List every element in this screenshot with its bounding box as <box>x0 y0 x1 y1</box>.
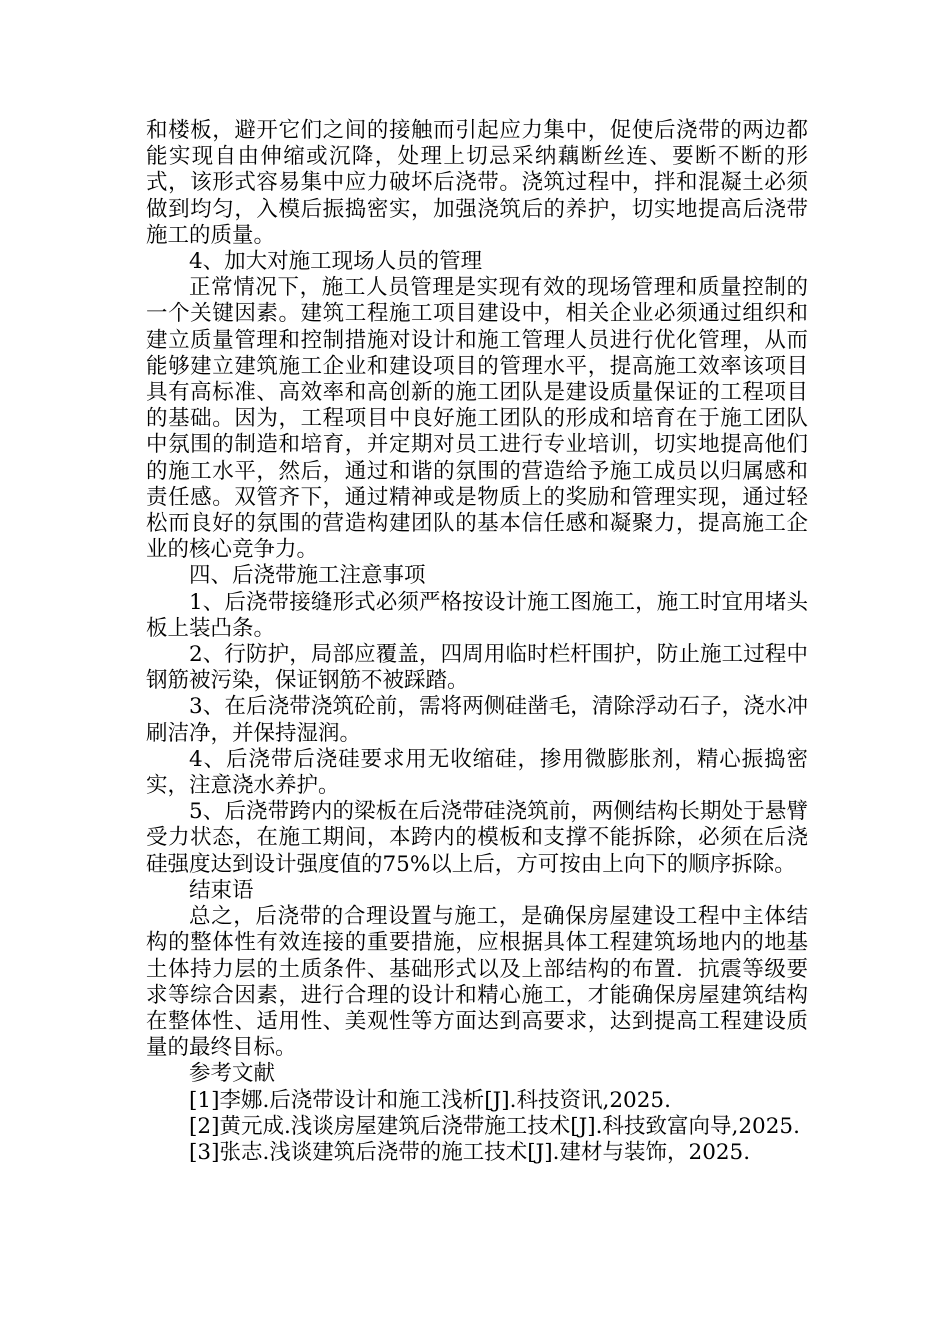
reference-item: [3]张志.浅谈建筑后浇带的施工技术[J].建材与装饰，2025. <box>189 1139 751 1165</box>
body-paragraph: 和楼板，避开它们之间的接触而引起应力集中，促使后浇带的两边都能实现自由伸缩或沉降，处理上切忌采纳藕断丝连、要断不断的形式，该形式容易集中应力破坏后浇带。浇筑过程中，拌和混凝土必须做到均匀，入模后振捣密实，加强浇筑后的养护，切实地提高后浇带施工的质量。 <box>146 118 808 248</box>
section-heading: 4、加大对施工现场人员的管理 <box>189 249 483 275</box>
reference-item: [2]黄元成.浅谈房屋建筑后浇带施工技术[J].科技致富向导,2025. <box>189 1113 800 1139</box>
section-heading: 参考文献 <box>189 1061 276 1087</box>
body-paragraph: 2、行防护，局部应覆盖，四周用临时栏杆围护，防止施工过程中钢筋被污染，保证钢筋不被踩踏。 <box>146 642 808 694</box>
document-page <box>146 118 808 1166</box>
body-paragraph: 4、后浇带后浇硅要求用无收缩硅，掺用微膨胀剂，精心振捣密实，注意浇水养护。 <box>146 746 808 799</box>
body-paragraph: 总之，后浇带的合理设置与施工，是确保房屋建设工程中主体结构的整体性有效连接的重要措施，应根据具体工程建筑场地内的地基土体持力层的土质条件、基础形式以及上部结构的布置．抗震等级要求等综合因素，进行合理的设计和精心施工，才能确保房屋建筑结构在整体性、适用性、美观性等方面达到高要求，达到提高工程建设质量的最终目标。 <box>146 904 808 1061</box>
section-heading: 结束语 <box>189 877 254 903</box>
body-paragraph: 1、后浇带接缝形式必须严格按设计施工图施工，施工时宜用堵头板上装凸条。 <box>146 589 808 641</box>
body-paragraph: 5、后浇带跨内的梁板在后浇带硅浇筑前，两侧结构长期处于悬臂受力状态，在施工期间，本跨内的模板和支撑不能拆除，必须在后浇硅强度达到设计强度值的75%以上后，方可按由上向下的顺序拆除。 <box>146 799 808 877</box>
section-heading: 四、后浇带施工注意事项 <box>189 563 426 589</box>
reference-item: [1]李娜.后浇带设计和施工浅析[J].科技资讯,2025. <box>189 1087 671 1113</box>
body-paragraph: 3、在后浇带浇筑砼前，需将两侧硅凿毛，清除浮动石子，浇水冲刷洁净，并保持湿润。 <box>146 694 808 746</box>
body-paragraph: 正常情况下，施工人员管理是实现有效的现场管理和质量控制的一个关键因素。建筑工程施工项目建设中，相关企业必须通过组织和建立质量管理和控制措施对设计和施工管理人员进行优化管理，从而能够建立建筑施工企业和建设项目的管理水平，提高施工效率该项目具有高标准、高效率和高创新的施工团队是建设质量保证的工程项目的基础。因为，工程项目中良好施工团队的形成和培育在于施工团队中氛围的制造和培育，并定期对员工进行专业培训，切实地提高他们的施工水平，然后，通过和谐的氛围的营造给予施工成员以归属感和责任感。双管齐下，通过精神或是物质上的奖励和管理实现，通过轻松而良好的氛围的营造构建团队的基本信任感和凝聚力，提高施工企业的核心竞争力。 <box>146 275 808 563</box>
